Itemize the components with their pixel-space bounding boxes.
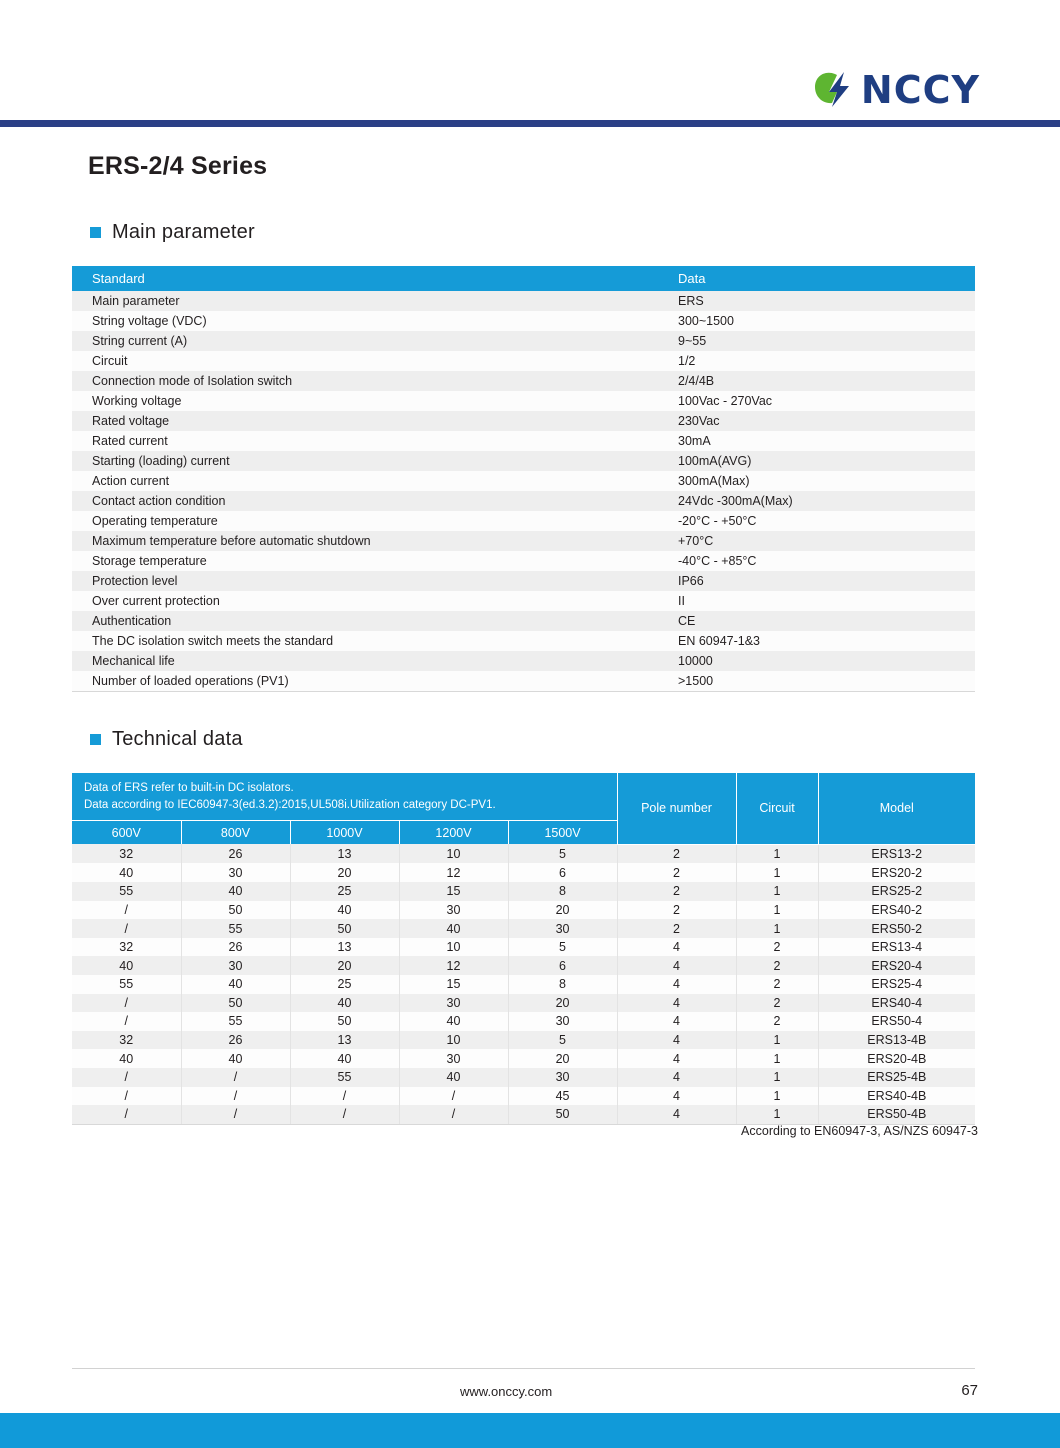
table-row (72, 451, 975, 471)
section-heading-label: Main parameter (112, 221, 255, 243)
cell-standard: Circuit (72, 351, 658, 371)
cell-6: 2 (736, 938, 818, 957)
column-header-circuit: Circuit (736, 773, 818, 844)
cell-data: 100Vac - 270Vac (658, 391, 975, 411)
cell-standard: Operating temperature (72, 511, 658, 531)
cell-standard: Mechanical life (72, 651, 658, 671)
cell-0: / (72, 1105, 181, 1124)
table-row (72, 391, 975, 411)
cell-3: 30 (399, 1049, 508, 1068)
cell-7: ERS13-2 (818, 844, 975, 863)
table-row (72, 994, 975, 1013)
cell-7: ERS25-4 (818, 975, 975, 994)
page-header (0, 0, 1060, 128)
cell-6: 1 (736, 901, 818, 920)
cell-3: 30 (399, 994, 508, 1013)
table-row (72, 591, 975, 611)
cell-6: 1 (736, 1105, 818, 1124)
cell-0: 40 (72, 1049, 181, 1068)
cell-0: / (72, 994, 181, 1013)
column-header-1000v: 1000V (290, 821, 399, 845)
table-row (72, 1105, 975, 1124)
cell-5: 4 (617, 975, 736, 994)
section-heading-technical-data (90, 728, 243, 751)
cell-7: ERS40-2 (818, 901, 975, 920)
cell-4: 5 (508, 1031, 617, 1050)
table-row (72, 531, 975, 551)
table-row (72, 471, 975, 491)
cell-6: 1 (736, 1049, 818, 1068)
cell-1: 40 (181, 882, 290, 901)
table-row (72, 919, 975, 938)
cell-4: 8 (508, 975, 617, 994)
table-row (72, 1087, 975, 1106)
table-header-row (72, 266, 975, 291)
cell-6: 2 (736, 956, 818, 975)
cell-5: 4 (617, 1087, 736, 1106)
cell-7: ERS20-4 (818, 956, 975, 975)
table-row (72, 1012, 975, 1031)
cell-1: 50 (181, 901, 290, 920)
table-row (72, 311, 975, 331)
cell-6: 1 (736, 844, 818, 863)
cell-4: 6 (508, 956, 617, 975)
cell-0: / (72, 1087, 181, 1106)
onccy-bolt-logo-icon (813, 70, 859, 110)
cell-data: 230Vac (658, 411, 975, 431)
cell-3: 12 (399, 863, 508, 882)
cell-1: 55 (181, 1012, 290, 1031)
table-row (72, 671, 975, 692)
cell-2: / (290, 1105, 399, 1124)
column-header-1500v: 1500V (508, 821, 617, 845)
cell-7: ERS13-4 (818, 938, 975, 957)
cell-1: 26 (181, 938, 290, 957)
cell-2: 25 (290, 882, 399, 901)
cell-7: ERS20-2 (818, 863, 975, 882)
cell-2: 20 (290, 956, 399, 975)
table-note-line1: Data of ERS refer to built-in DC isolators. (84, 782, 294, 794)
cell-standard: Starting (loading) current (72, 451, 658, 471)
cell-0: 32 (72, 938, 181, 957)
brand-logo (813, 68, 980, 112)
cell-4: 50 (508, 1105, 617, 1124)
column-header-800v: 800V (181, 821, 290, 845)
cell-0: 55 (72, 975, 181, 994)
table-row (72, 291, 975, 311)
cell-data: 30mA (658, 431, 975, 451)
cell-1: 26 (181, 844, 290, 863)
cell-1: / (181, 1105, 290, 1124)
cell-5: 4 (617, 956, 736, 975)
cell-7: ERS20-4B (818, 1049, 975, 1068)
cell-4: 30 (508, 919, 617, 938)
cell-data: -20°C - +50°C (658, 511, 975, 531)
cell-3: 15 (399, 975, 508, 994)
cell-standard: The DC isolation switch meets the standard (72, 631, 658, 651)
cell-0: 55 (72, 882, 181, 901)
cell-0: / (72, 1068, 181, 1087)
cell-data: CE (658, 611, 975, 631)
cell-2: 25 (290, 975, 399, 994)
cell-data: 300~1500 (658, 311, 975, 331)
cell-0: 40 (72, 956, 181, 975)
cell-standard: Storage temperature (72, 551, 658, 571)
cell-3: 30 (399, 901, 508, 920)
cell-4: 30 (508, 1012, 617, 1031)
table-row (72, 901, 975, 920)
cell-2: 50 (290, 1012, 399, 1031)
column-header-pole-number: Pole number (617, 773, 736, 844)
cell-data: >1500 (658, 671, 975, 692)
cell-data: -40°C - +85°C (658, 551, 975, 571)
cell-7: ERS40-4 (818, 994, 975, 1013)
table-row (72, 863, 975, 882)
table-row (72, 551, 975, 571)
cell-3: 10 (399, 1031, 508, 1050)
cell-2: 20 (290, 863, 399, 882)
cell-data: IP66 (658, 571, 975, 591)
cell-data: II (658, 591, 975, 611)
cell-7: ERS50-4 (818, 1012, 975, 1031)
cell-6: 1 (736, 1068, 818, 1087)
cell-3: / (399, 1087, 508, 1106)
main-parameter-table (72, 266, 975, 692)
cell-7: ERS40-4B (818, 1087, 975, 1106)
cell-3: 10 (399, 938, 508, 957)
cell-6: 1 (736, 919, 818, 938)
square-bullet-icon (90, 734, 101, 745)
cell-data: 1/2 (658, 351, 975, 371)
table-row (72, 491, 975, 511)
cell-2: 13 (290, 1031, 399, 1050)
cell-1: 26 (181, 1031, 290, 1050)
cell-7: ERS13-4B (818, 1031, 975, 1050)
cell-3: 12 (399, 956, 508, 975)
cell-0: 40 (72, 863, 181, 882)
cell-2: 55 (290, 1068, 399, 1087)
cell-5: 4 (617, 1012, 736, 1031)
cell-3: / (399, 1105, 508, 1124)
table-row (72, 411, 975, 431)
cell-4: 5 (508, 844, 617, 863)
footer-website-url[interactable]: www.onccy.com (460, 1384, 553, 1399)
cell-data: 24Vdc -300mA(Max) (658, 491, 975, 511)
cell-4: 8 (508, 882, 617, 901)
table-footnote: According to EN60947-3, AS/NZS 60947-3 (741, 1124, 978, 1138)
table-row (72, 331, 975, 351)
cell-1: / (181, 1087, 290, 1106)
table-row (72, 511, 975, 531)
cell-2: 40 (290, 901, 399, 920)
cell-2: 13 (290, 844, 399, 863)
column-header-600v: 600V (72, 821, 181, 845)
cell-6: 1 (736, 1087, 818, 1106)
cell-1: 40 (181, 975, 290, 994)
cell-standard: Rated current (72, 431, 658, 451)
cell-2: 40 (290, 994, 399, 1013)
cell-data: 300mA(Max) (658, 471, 975, 491)
cell-2: / (290, 1087, 399, 1106)
table-row (72, 371, 975, 391)
cell-standard: Main parameter (72, 291, 658, 311)
cell-2: 13 (290, 938, 399, 957)
table-row (72, 1031, 975, 1050)
footer-color-bar (0, 1413, 1060, 1448)
table-note-line2: Data according to IEC60947-3(ed.3.2):2015,UL508i.Utilization category DC-PV1. (84, 798, 496, 811)
cell-3: 40 (399, 919, 508, 938)
cell-4: 20 (508, 994, 617, 1013)
cell-standard: Working voltage (72, 391, 658, 411)
brand-logo-text: NCCY (860, 68, 980, 112)
cell-6: 2 (736, 975, 818, 994)
cell-5: 2 (617, 901, 736, 920)
cell-4: 45 (508, 1087, 617, 1106)
table-note-cell (72, 773, 617, 821)
cell-0: / (72, 919, 181, 938)
cell-1: 40 (181, 1049, 290, 1068)
cell-6: 2 (736, 1012, 818, 1031)
table-row (72, 631, 975, 651)
cell-6: 1 (736, 863, 818, 882)
table-row (72, 844, 975, 863)
cell-data: +70°C (658, 531, 975, 551)
cell-4: 20 (508, 901, 617, 920)
cell-standard: Contact action condition (72, 491, 658, 511)
table-row (72, 351, 975, 371)
table-row (72, 651, 975, 671)
cell-standard: Connection mode of Isolation switch (72, 371, 658, 391)
cell-1: 50 (181, 994, 290, 1013)
cell-5: 4 (617, 1105, 736, 1124)
column-header-standard: Standard (72, 266, 658, 291)
cell-standard: String voltage (VDC) (72, 311, 658, 331)
cell-standard: Maximum temperature before automatic shutdown (72, 531, 658, 551)
table-header-row-notes (72, 773, 975, 821)
table-row (72, 431, 975, 451)
table-row (72, 611, 975, 631)
cell-1: 30 (181, 863, 290, 882)
cell-data: EN 60947-1&3 (658, 631, 975, 651)
cell-0: / (72, 1012, 181, 1031)
cell-6: 1 (736, 882, 818, 901)
table-row (72, 975, 975, 994)
cell-7: ERS50-2 (818, 919, 975, 938)
cell-data: 10000 (658, 651, 975, 671)
cell-5: 2 (617, 882, 736, 901)
header-divider-bar (0, 120, 1060, 127)
table-row (72, 1049, 975, 1068)
cell-standard: Action current (72, 471, 658, 491)
footer-divider (72, 1368, 975, 1369)
page-title: ERS-2/4 Series (88, 152, 268, 180)
cell-3: 40 (399, 1068, 508, 1087)
cell-3: 40 (399, 1012, 508, 1031)
cell-data: ERS (658, 291, 975, 311)
cell-5: 4 (617, 1031, 736, 1050)
cell-5: 4 (617, 938, 736, 957)
table-row (72, 1068, 975, 1087)
cell-1: 55 (181, 919, 290, 938)
cell-standard: Authentication (72, 611, 658, 631)
cell-3: 15 (399, 882, 508, 901)
cell-standard: Rated voltage (72, 411, 658, 431)
cell-2: 40 (290, 1049, 399, 1068)
footer-page-number: 67 (961, 1382, 978, 1399)
cell-4: 20 (508, 1049, 617, 1068)
cell-standard: String current (A) (72, 331, 658, 351)
table-row (72, 571, 975, 591)
table-row (72, 938, 975, 957)
cell-5: 2 (617, 919, 736, 938)
cell-1: / (181, 1068, 290, 1087)
cell-4: 6 (508, 863, 617, 882)
cell-0: 32 (72, 844, 181, 863)
cell-standard: Protection level (72, 571, 658, 591)
cell-5: 4 (617, 994, 736, 1013)
cell-7: ERS50-4B (818, 1105, 975, 1124)
cell-7: ERS25-4B (818, 1068, 975, 1087)
cell-5: 2 (617, 863, 736, 882)
cell-0: 32 (72, 1031, 181, 1050)
cell-6: 2 (736, 994, 818, 1013)
cell-0: / (72, 901, 181, 920)
column-header-data: Data (658, 266, 975, 291)
cell-4: 30 (508, 1068, 617, 1087)
cell-2: 50 (290, 919, 399, 938)
section-heading-main-parameter (90, 221, 255, 244)
cell-data: 9~55 (658, 331, 975, 351)
cell-6: 1 (736, 1031, 818, 1050)
column-header-model: Model (818, 773, 975, 844)
cell-5: 4 (617, 1068, 736, 1087)
cell-data: 100mA(AVG) (658, 451, 975, 471)
cell-7: ERS25-2 (818, 882, 975, 901)
cell-3: 10 (399, 844, 508, 863)
cell-1: 30 (181, 956, 290, 975)
cell-standard: Number of loaded operations (PV1) (72, 671, 658, 692)
cell-data: 2/4/4B (658, 371, 975, 391)
column-header-1200v: 1200V (399, 821, 508, 845)
table-row (72, 956, 975, 975)
cell-standard: Over current protection (72, 591, 658, 611)
cell-5: 4 (617, 1049, 736, 1068)
cell-4: 5 (508, 938, 617, 957)
section-heading-label: Technical data (112, 728, 243, 750)
technical-data-table (72, 773, 975, 1125)
square-bullet-icon (90, 227, 101, 238)
cell-5: 2 (617, 844, 736, 863)
table-row (72, 882, 975, 901)
